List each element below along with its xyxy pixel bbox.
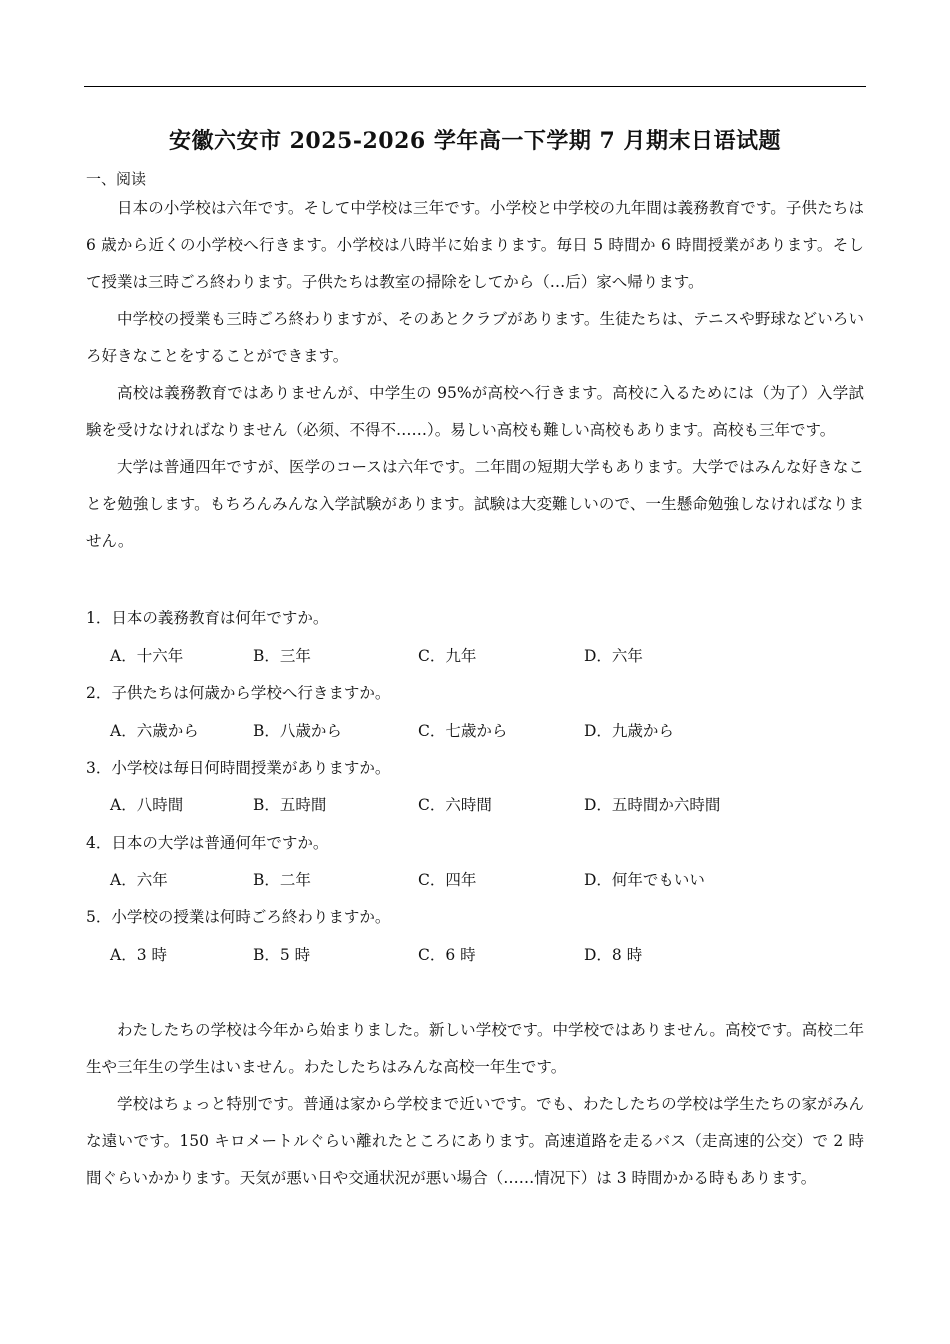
- option-d: D．九歳から: [584, 722, 674, 740]
- option-c: C．6 時: [418, 946, 476, 964]
- passage-paragraph: 学校はちょっと特別です。普通は家から学校まで近いです。でも、わたしたちの学校は学生たちの家がみんな遠いです。150 キロメートルぐらい離れたところにあります。高速道路を走るバス（走高速的公交）で 2 時間ぐらいかかります。天気が悪い日や交通状況が悪い場合（……情况下）は 3 時間かかる時もあります。: [86, 1095, 864, 1187]
- question-1-stem: 1．日本の義務教育は何年ですか。: [86, 609, 329, 627]
- question-2-options: [110, 721, 810, 741]
- option-d: D．何年でもいい: [584, 871, 705, 889]
- passage-paragraph: 大学は普通四年ですが、医学のコースは六年です。二年間の短期大学もあります。大学ではみんな好きなことを勉強します。もちろんみんな入学試験があります。試験は大変難しいので、一生懸命勉強しなければなりません。: [86, 458, 864, 550]
- option-b: B．二年: [253, 871, 311, 889]
- question-3-options: [110, 795, 810, 815]
- question-4-stem: 4．日本の大学は普通何年ですか。: [86, 834, 329, 852]
- option-a: A．十六年: [110, 647, 184, 665]
- question-2-stem: 2．子供たちは何歳から学校へ行きますか。: [86, 684, 391, 702]
- passage-paragraph: わたしたちの学校は今年から始まりました。新しい学校です。中学校ではありません。高校です。高校二年生や三年生の学生はいません。わたしたちはみんな高校一年生です。: [86, 1021, 864, 1076]
- option-b: B．5 時: [253, 946, 311, 964]
- option-c: C．六時間: [418, 796, 492, 814]
- option-d: D．五時間か六時間: [584, 796, 721, 814]
- option-b: B．三年: [253, 647, 311, 665]
- option-d: D．六年: [584, 647, 643, 665]
- option-a: A．六歳から: [110, 722, 199, 740]
- option-a: A．六年: [110, 871, 168, 889]
- header-rule: [84, 86, 866, 87]
- option-c: C．九年: [418, 647, 477, 665]
- passage-paragraph: 高校は義務教育ではありませんが、中学生の 95%が高校へ行きます。高校に入るためには（为了）入学試験を受けなければなりません（必须、不得不……）。易しい高校も難しい高校もあります。高校も三年です。: [86, 384, 864, 439]
- option-d: D．8 時: [584, 946, 643, 964]
- section-heading: 一、阅读: [86, 170, 147, 188]
- passage-paragraph: 日本の小学校は六年です。そして中学校は三年です。小学校と中学校の九年間は義務教育です。子供たちは 6 歳から近くの小学校へ行きます。小学校は八時半に始まります。毎日 5 時間か 6 時間授業があります。そして授業は三時ごろ終わります。子供たちは教室の掃除をしてから（…后）家へ帰ります。: [86, 199, 864, 291]
- question-4-options: [110, 870, 810, 890]
- reading-passage-1: [86, 190, 864, 560]
- option-b: B．八歳から: [253, 722, 342, 740]
- option-a: A．八時間: [110, 796, 184, 814]
- option-c: C．七歳から: [418, 722, 508, 740]
- page-title: 安徽六安市 2025-2026 学年高一下学期 7 月期末日语试题: [168, 128, 782, 154]
- question-3-stem: 3．小学校は毎日何時間授業がありますか。: [86, 759, 391, 777]
- question-5-options: [110, 945, 810, 965]
- option-b: B．五時間: [253, 796, 327, 814]
- question-5-stem: 5．小学校の授業は何時ごろ終わりますか。: [86, 908, 391, 926]
- question-1-options: [110, 646, 810, 666]
- passage-paragraph: 中学校の授業も三時ごろ終わりますが、そのあとクラブがあります。生徒たちは、テニスや野球などいろいろ好きなことをすることができます。: [86, 310, 864, 365]
- option-c: C．四年: [418, 871, 477, 889]
- reading-passage-2: [86, 1012, 864, 1197]
- option-a: A．3 時: [110, 946, 167, 964]
